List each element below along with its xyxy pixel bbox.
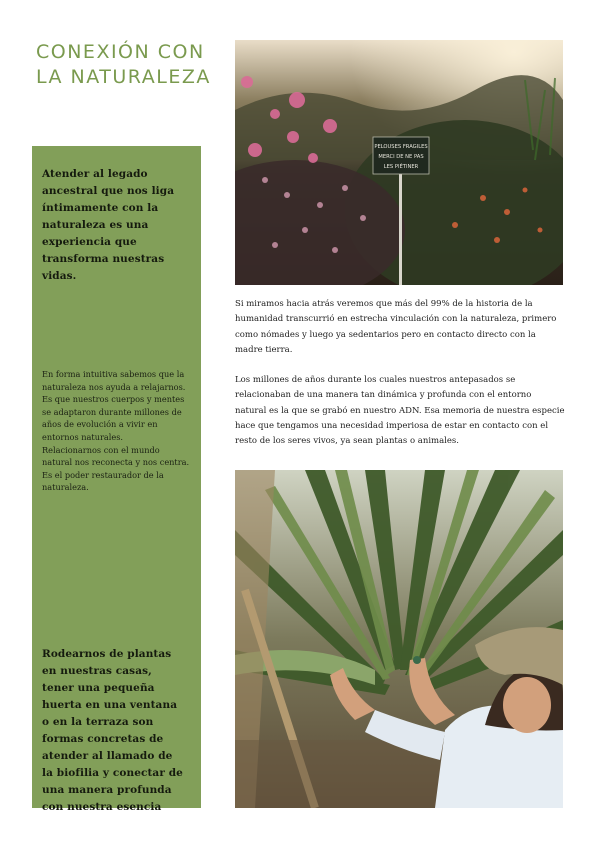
sidebar-quote-top: Atender al legado ancestral que nos liga íntimamente con la naturaleza es una experiencia que transforma nuestras vidas. [42, 168, 175, 282]
body-paragraph-1: Si miramos hacia atrás veremos que más del 99% de la historia de la humanidad transcurrió en estrecha vinculación con la naturaleza, primero como nómades y luego ya sedentarios pero en contacto directo con la madre tierra. [235, 299, 557, 355]
sidebar-panel [32, 146, 201, 813]
garden-photo [235, 40, 563, 285]
body-paragraph-2: Los millones de años durante los cuales nuestros antepasados se relacionaban de una manera tan dinámica y profunda con el entorno natural es la que se grabó en nuestro ADN. Esa memoria de nuestra especie hace que tengamos una necesidad imperiosa de estar en contacto con el resto de los seres vivos, ya sean plantas o animales. [235, 375, 565, 447]
sign-line-3: LES PIÉTINER [383, 164, 419, 170]
sign-line-1: PELOUSES FRAGILES [374, 144, 428, 150]
page-title: CONEXIÓN CON LA NATURALEZA [36, 41, 211, 88]
sidebar-quote-bottom: Rodearnos de plantas en nuestras casas, tener una pequeña huerta en una ventana o en la terraza son formas concretas de atender al llamado de la biofilia y conectar de una manera profunda con nuestra esencia [42, 648, 183, 813]
sidebar-body-text: En forma intuitiva sabemos que la naturaleza nos ayuda a relajarnos. Es que nuestros cuerpos y mentes se adaptaron durante millones de años de evolución a vivir en entornos naturales. Relacionarnos con el mundo natural nos reconecta y nos centra. Es el poder restaurador de la naturaleza. [42, 369, 190, 493]
plants-photo-illustration [235, 470, 563, 808]
garden-photo-illustration [235, 40, 563, 285]
sign-line-2: MERCI DE NE PAS [378, 154, 424, 160]
plants-photo [235, 470, 563, 808]
